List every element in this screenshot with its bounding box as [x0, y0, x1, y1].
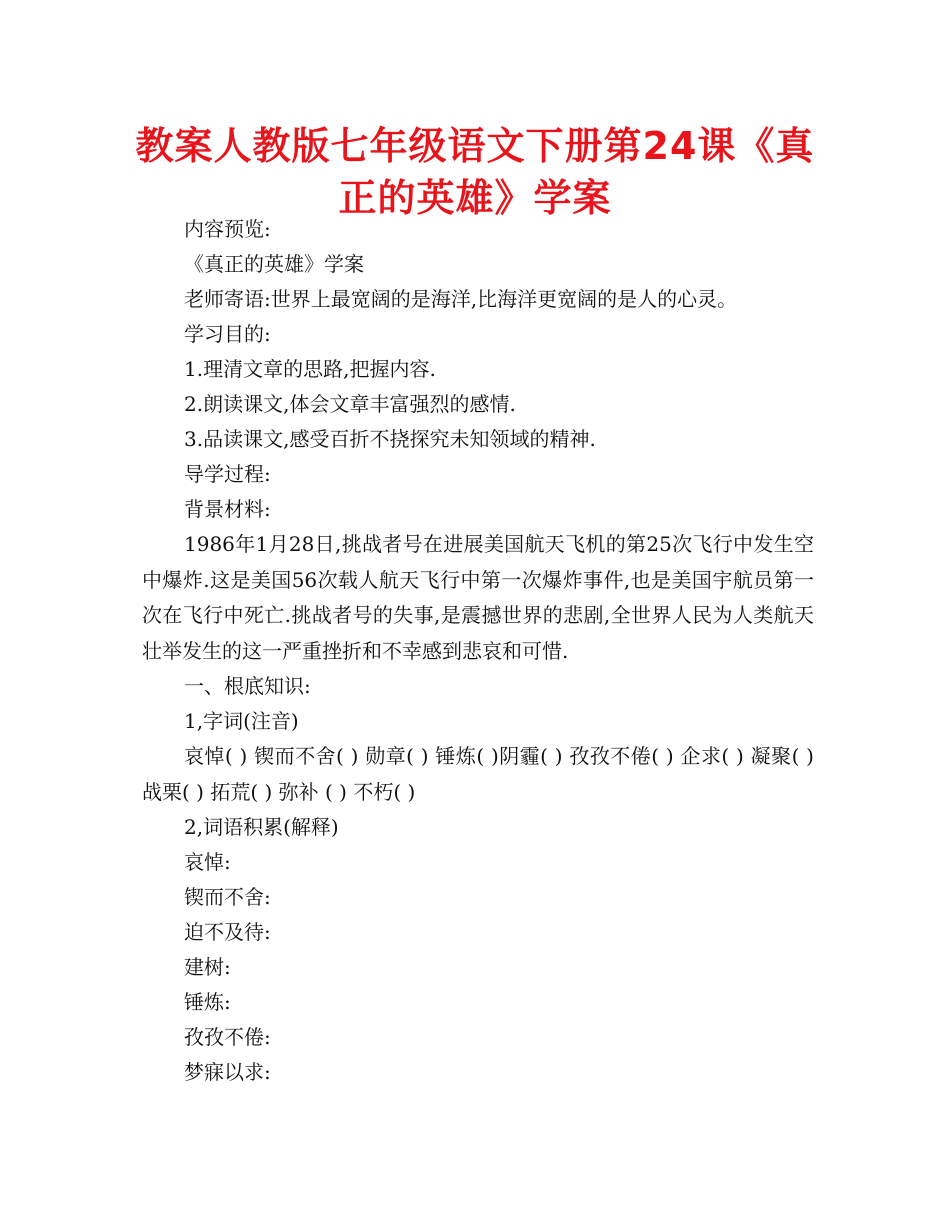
document-title: 教案人教版七年级语文下册第24课《真正的英雄》学案 — [135, 124, 815, 220]
pinyin-exercise: 哀悼( ) 锲而不舍( ) 勋章( ) 锤炼( )阴霾( ) 孜孜不倦( ) 企求( ) 凝聚( )战栗( ) 拓荒( ) 弥补 ( ) 不朽( ) — [142, 744, 814, 804]
objective-2: 2.朗读课文,体会文章丰富强烈的感情. — [184, 392, 516, 416]
vocab-item: 孜孜不倦: — [184, 1025, 271, 1049]
vocab-item: 迫不及待: — [184, 920, 271, 944]
vocab-item: 哀悼: — [184, 850, 231, 874]
vocab-item: 梦寐以求: — [184, 1060, 271, 1084]
subsection-vocab: 2,词语积累(解释) — [184, 815, 339, 839]
objective-3: 3.品读课文,感受百折不挠探究未知领域的精神. — [184, 427, 596, 451]
objective-1: 1.理清文章的思路,把握内容. — [184, 357, 436, 381]
preview-label: 内容预览: — [184, 217, 271, 241]
background-paragraph: 1986年1月28日,挑战者号在进展美国航天飞机的第25次飞行中发生空中爆炸.这是美国56次载人航天飞行中第一次爆炸事件,也是美国宇航员第一次在飞行中死亡.挑战者号的失事,是震撼世界的悲剧,全世界人民为人类航天壮举发生的这一严重挫折和不幸感到悲哀和可惜. — [142, 532, 814, 663]
section-basic-knowledge: 一、根底知识: — [184, 674, 311, 698]
subtitle-line: 《真正的英雄》学案 — [184, 252, 364, 276]
objectives-heading: 学习目的: — [184, 322, 271, 346]
vocab-item: 锲而不舍: — [184, 885, 271, 909]
teacher-message: 老师寄语:世界上最宽阔的是海洋,比海洋更宽阔的是人的心灵。 — [184, 287, 738, 311]
document-body — [142, 212, 814, 1090]
vocab-item: 锤炼: — [184, 990, 231, 1014]
vocab-item: 建树: — [184, 955, 231, 979]
process-heading: 导学过程: — [184, 462, 271, 486]
background-heading: 背景材料: — [184, 497, 271, 521]
subsection-pinyin: 1,字词(注音) — [184, 709, 299, 733]
